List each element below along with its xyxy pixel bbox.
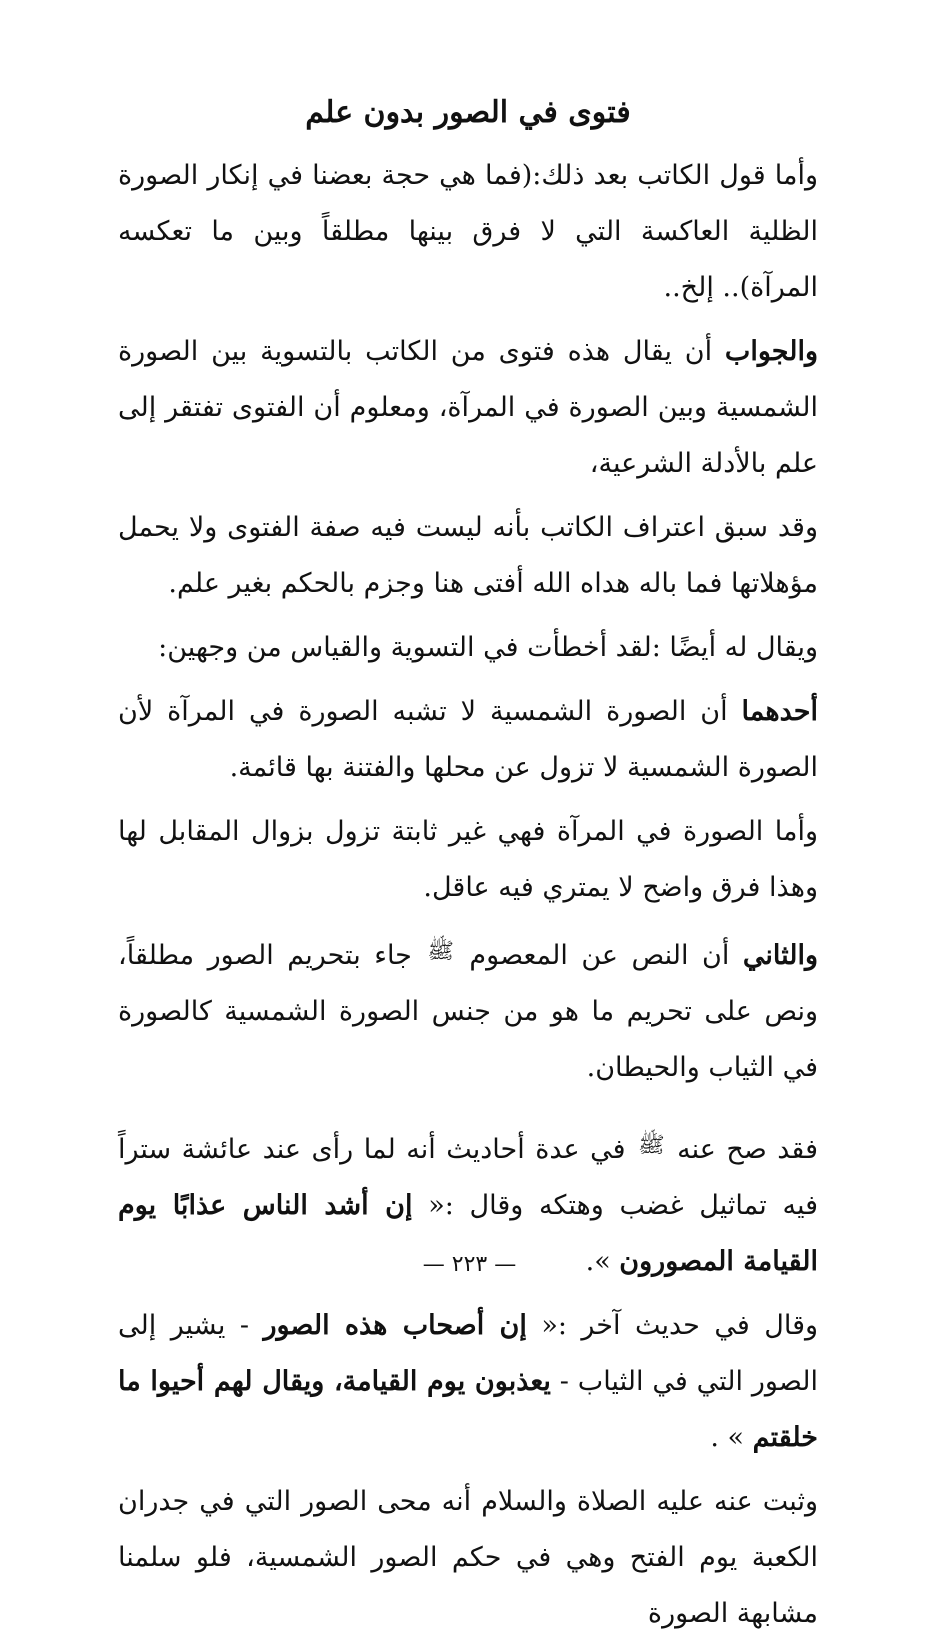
paragraph-4-text: ويقال له أيضًا :لقد أخطأت في التسوية والقياس من وجهين: bbox=[158, 632, 818, 663]
paragraph-1 bbox=[118, 148, 818, 316]
paragraph-9-text-b: - يشير إلى الصور التي في الثياب - bbox=[118, 1310, 819, 1397]
paragraph-9 bbox=[118, 1298, 818, 1466]
hadith-quote-a: إن أصحاب هذه الصور bbox=[263, 1310, 527, 1341]
paragraph-3 bbox=[118, 500, 818, 612]
paragraph-1-text: وأما قول الكاتب بعد ذلك:(فما هي حجة بعضنا في إنكار الصورة الظلية العاكسة التي لا فرق بينها مطلقاً وبين ما تعكسه المرآة).. إلخ.. bbox=[118, 160, 818, 303]
paragraph-8-text-a: فقد صح عنه bbox=[666, 1134, 818, 1165]
paragraph-8-text-b: في عدة أحاديث أنه لما رأى عند عائشة ستراً فيه تماثيل غضب وهتكه وقال :« bbox=[118, 1134, 818, 1221]
paragraph-10 bbox=[118, 1474, 818, 1642]
paragraph-5-text: أن الصورة الشمسية لا تشبه الصورة في المرآة لأن الصورة الشمسية لا تزول عن محلها والفتنة بها قائمة. bbox=[118, 696, 818, 783]
paragraph-8-text-c: ». bbox=[585, 1246, 620, 1277]
paragraph-6 bbox=[118, 804, 818, 916]
paragraph-4 bbox=[118, 620, 818, 676]
paragraph-5 bbox=[118, 684, 818, 796]
hadith-quote: إن أشد الناس عذابًا يوم القيامة المصورون bbox=[118, 1190, 818, 1277]
paragraph-7 bbox=[118, 924, 818, 1096]
paragraph-5-lead: أحدهما bbox=[741, 696, 818, 727]
paragraph-10-text: وثبت عنه عليه الصلاة والسلام أنه محى الصور التي في جدران الكعبة يوم الفتح وهي في حكم الصور الشمسية، فلو سلمنا مشابهة الصورة bbox=[118, 1486, 818, 1629]
page-number: — ٢٢٣ — bbox=[422, 1252, 517, 1277]
salutation-glyph: ﷺ bbox=[427, 939, 454, 964]
paragraph-9-text-a: وقال في حديث آخر :« bbox=[526, 1310, 819, 1341]
salutation-glyph: ﷺ bbox=[638, 1133, 665, 1158]
page-title: فتوى في الصور بدون علم bbox=[305, 95, 631, 130]
paragraph-7-text-b: جاء بتحريم الصور مطلقاً، ونص على تحريم ما هو من جنس الصورة الشمسية كالصورة في الثياب والحيطان. bbox=[118, 940, 818, 1083]
paragraph-2-text: أن يقال هذه فتوى من الكاتب بالتسوية بين الصورة الشمسية وبين الصورة في المرآة، ومعلوم أن الفتوى تفتقر إلى علم بالأدلة الشرعية، bbox=[118, 336, 818, 479]
paragraph-9-text-c: » . bbox=[710, 1422, 753, 1453]
paragraph-3-text: وقد سبق اعتراف الكاتب بأنه ليست فيه صفة الفتوى ولا يحمل مؤهلاتها فما باله هداه الله أفتى هنا وجزم بالحكم بغير علم. bbox=[118, 512, 818, 599]
paragraph-6-text: وأما الصورة في المرآة فهي غير ثابتة تزول بزوال المقابل لها وهذا فرق واضح لا يمتري فيه عاقل. bbox=[118, 816, 818, 903]
paragraph-2-lead: والجواب bbox=[724, 336, 818, 367]
hadith-quote-b: يعذبون يوم القيامة، ويقال لهم أحيوا ما خلقتم bbox=[118, 1366, 818, 1453]
page-body bbox=[118, 88, 818, 1650]
paragraph-7-text-a: أن النص عن المعصوم bbox=[455, 940, 743, 971]
paragraph-2 bbox=[118, 324, 818, 492]
paragraph-7-lead: والثاني bbox=[742, 940, 818, 971]
